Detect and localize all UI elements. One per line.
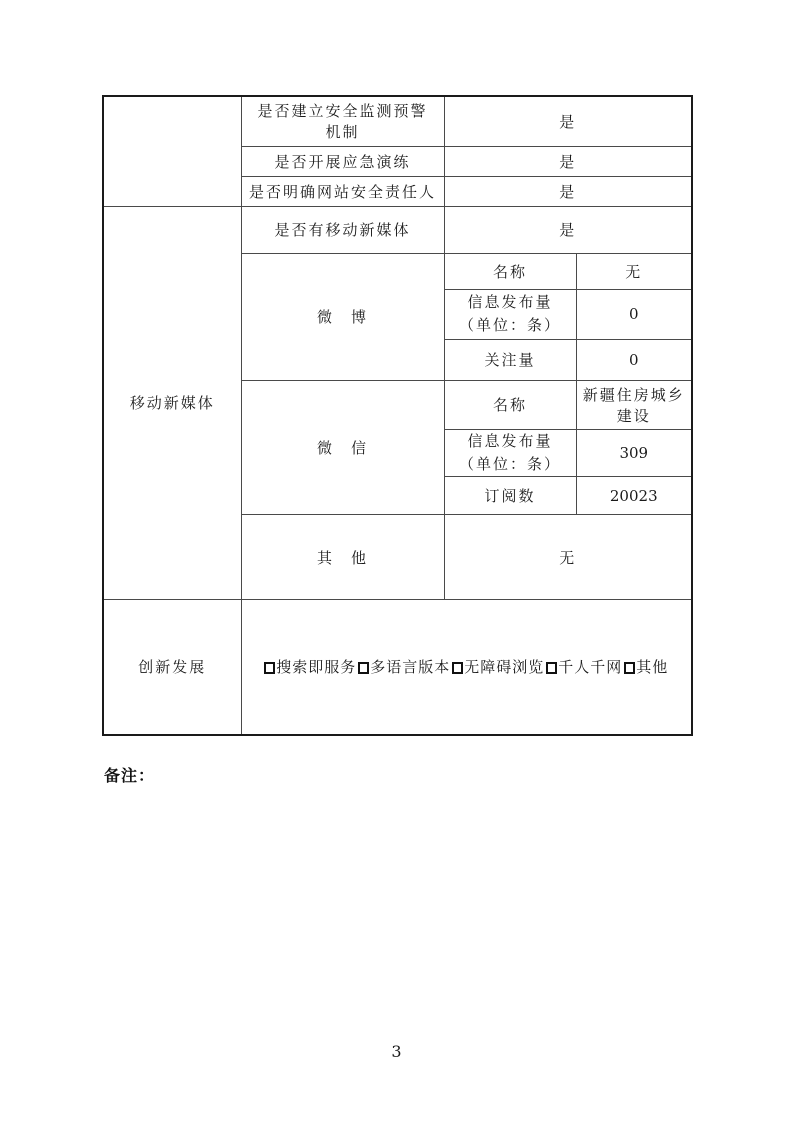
weibo-followers-label: 关注量	[444, 339, 576, 380]
emergency-drill-label: 是否开展应急演练	[241, 146, 444, 176]
security-monitoring-label: 是否建立安全监测预警机制	[241, 96, 444, 146]
emergency-drill-value: 是	[444, 146, 692, 176]
wechat-posts-label	[444, 429, 576, 477]
weibo-posts-label	[444, 289, 576, 339]
wechat-label: 微 信	[241, 380, 444, 515]
wechat-name-label: 名称	[444, 380, 576, 429]
checkbox-accessibility[interactable]	[452, 662, 463, 674]
table-row	[103, 600, 692, 735]
other-media-label: 其 他	[241, 515, 444, 600]
table-row	[103, 96, 692, 146]
weibo-label: 微 博	[241, 253, 444, 380]
wechat-posts-value: 309	[576, 429, 692, 477]
option-label-accessibility: 无障碍浏览	[464, 658, 545, 677]
table-row	[103, 206, 692, 253]
page-number: 3	[391, 1042, 402, 1061]
security-monitoring-value: 是	[444, 96, 692, 146]
wechat-subscribers-label: 订阅数	[444, 477, 576, 515]
weibo-name-value: 无	[576, 253, 692, 289]
wechat-name-value: 新疆住房城乡建设	[576, 380, 692, 429]
security-owner-label: 是否明确网站安全责任人	[241, 176, 444, 206]
other-media-value: 无	[444, 515, 692, 600]
checkbox-search-as-service[interactable]	[264, 662, 275, 674]
section-cell-empty	[103, 96, 241, 206]
innovation-options-row	[246, 656, 688, 677]
wechat-posts-label-line1: 信息发布量	[467, 431, 553, 450]
annual-report-table	[102, 95, 693, 736]
checkbox-multilingual[interactable]	[358, 662, 369, 674]
wechat-subscribers-value: 20023	[576, 477, 692, 515]
section-label-innovation: 创新发展	[103, 600, 241, 735]
security-owner-value: 是	[444, 176, 692, 206]
notes-label: 备注：	[104, 766, 156, 785]
checkbox-other[interactable]	[624, 662, 635, 674]
weibo-followers-value: 0	[576, 339, 692, 380]
option-label-multilingual: 多语言版本	[370, 658, 451, 677]
option-label-other: 其他	[636, 658, 669, 677]
option-label-personalized: 千人千网	[558, 658, 623, 677]
option-label-search-as-service: 搜索即服务	[276, 658, 357, 677]
section-label-mobile-media: 移动新媒体	[103, 206, 241, 600]
weibo-name-label: 名称	[444, 253, 576, 289]
weibo-posts-label-line1: 信息发布量	[467, 292, 553, 311]
weibo-posts-label-line2: （单位：条）	[458, 316, 561, 334]
checkbox-personalized[interactable]	[546, 662, 557, 674]
has-mobile-media-value: 是	[444, 206, 692, 253]
wechat-posts-label-line2: （单位：条）	[458, 454, 561, 473]
innovation-options-cell	[241, 600, 692, 735]
weibo-posts-value: 0	[576, 289, 692, 339]
has-mobile-media-label: 是否有移动新媒体	[241, 206, 444, 253]
